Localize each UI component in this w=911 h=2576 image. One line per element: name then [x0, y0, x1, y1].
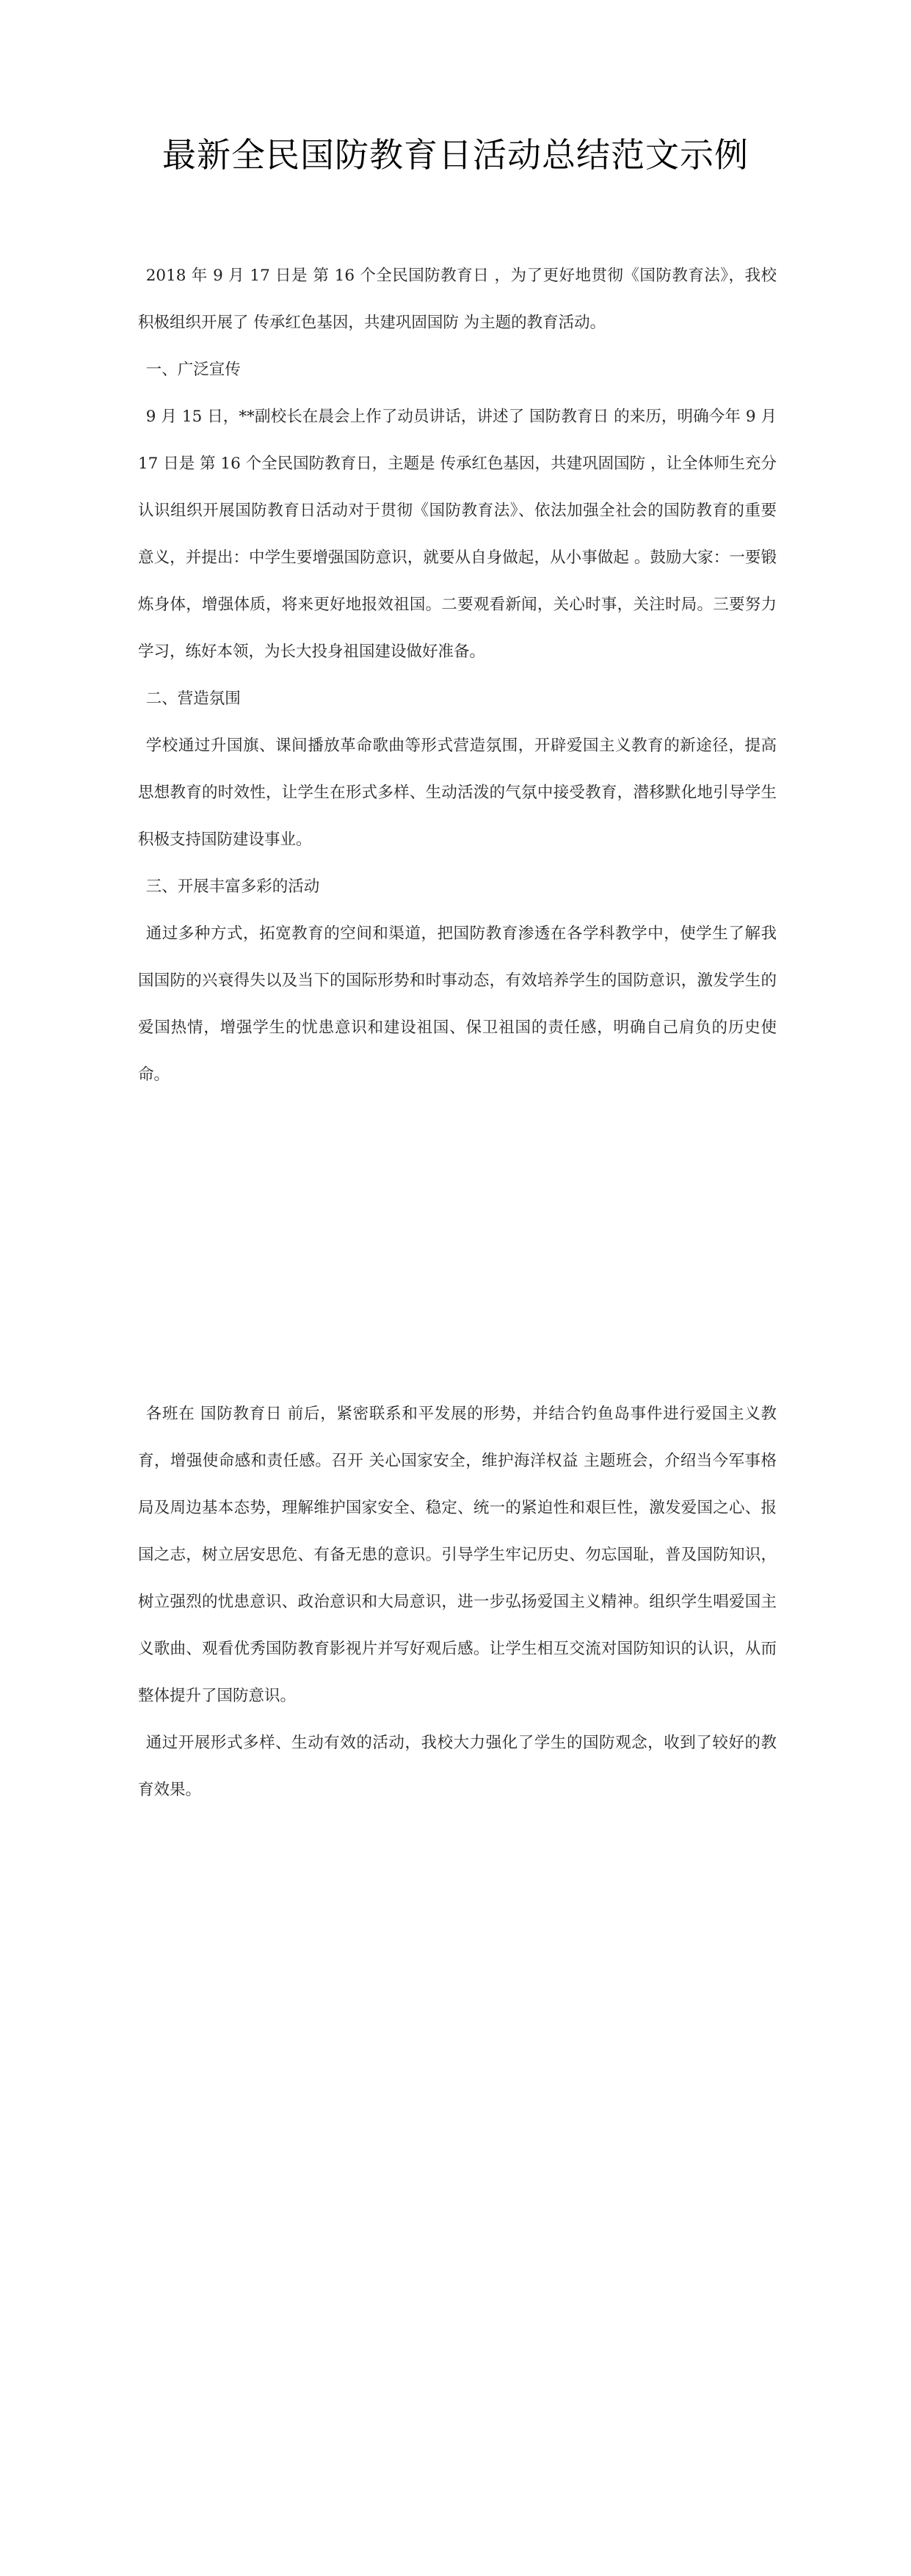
body-section-1 — [138, 253, 777, 1099]
section-heading-publicity: 一、广泛宣传 — [145, 361, 241, 379]
conclusion-paragraph: 通过开展形式多样、生动有效的活动，我校大力强化了学生的国防观念，收到了较好的教育效果。 — [138, 1734, 777, 1799]
document-title: 最新全民国防教育日活动总结范文示例 — [162, 134, 749, 175]
section-heading-atmosphere: 二、营造氛围 — [145, 690, 241, 708]
section-heading-activities: 三、开展丰富多彩的活动 — [145, 878, 320, 896]
activities-paragraph: 通过多种方式，拓宽教育的空间和渠道，把国防教育渗透在各学科教学中，使学生了解我国国防的兴衰得失以及当下的国际形势和时事动态，有效培养学生的国防意识，激发学生的爱国热情，增强学生的忧患意识和建设祖国、保卫祖国的责任感，明确自己肩负的历史使命。 — [138, 925, 777, 1084]
class-activities-paragraph: 各班在 国防教育日 前后，紧密联系和平发展的形势，并结合钓鱼岛事件进行爱国主义教育，增强使命感和责任感。召开 关心国家安全，维护海洋权益 主题班会，介绍当今军事格局及周边基本态势，理解维护国家安全、稳定、统一的紧迫性和艰巨性，激发爱国之心、报国之志，树立居安思危、有备无患的意识。引导学生牢记历史、勿忘国耻，普及国防知识，树立强烈的忧患意识、政治意识和大局意识，进一步弘扬爱国主义精神。组织学生唱爱国主义歌曲、观看优秀国防教育影视片并写好观后感。让学生相互交流对国防知识的认识，从而整体提升了国防意识。 — [138, 1405, 777, 1705]
intro-paragraph: 2018 年 9 月 17 日是 第 16 个全民国防教育日 ，为了更好地贯彻《国防教育法》，我校积极组织开展了 传承红色基因，共建巩固国防 为主题的教育活动。 — [138, 267, 777, 332]
atmosphere-paragraph: 学校通过升国旗、课间播放革命歌曲等形式营造氛围，开辟爱国主义教育的新途径，提高思想教育的时效性，让学生在形式多样、生动活泼的气氛中接受教育，潜移默化地引导学生积极支持国防建设事业。 — [138, 737, 777, 849]
publicity-paragraph: 9 月 15 日，**副校长在晨会上作了动员讲话，讲述了 国防教育日 的来历，明确今年 9 月 17 日是 第 16 个全民国防教育日，主题是 传承红色基因，共建巩固国防 ，让全体师生充分认识组织开展国防教育日活动对于贯彻《国防教育法》、依法加强全社会的国防教育的重要意义，并提出：中学生要增强国防意识，就要从自身做起，从小事做起 。鼓励大家：一要锻炼身体，增强体质，将来更好地报效祖国。二要观看新闻，关心时事，关注时局。三要努力学习，练好本领，为长大投身祖国建设做好准备。 — [138, 408, 777, 661]
body-section-2 — [138, 1391, 777, 1814]
